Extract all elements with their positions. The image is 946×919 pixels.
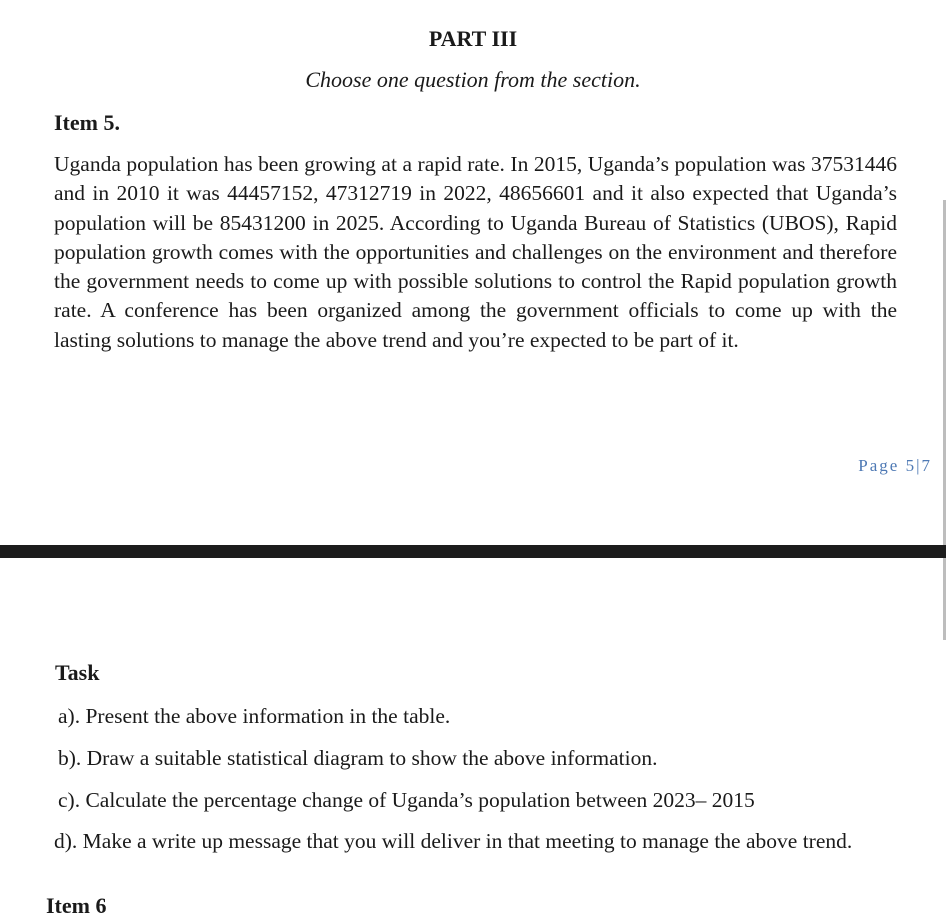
task-item-c: c). Calculate the percentage change of Uganda’s population between 2023– 2015 (58, 788, 755, 812)
task-item-b: b). Draw a suitable statistical diagram to show the above information. (58, 746, 658, 770)
item-body-paragraph: Uganda population has been growing at a rapid rate. In 2015, Uganda’s population was 37531446 and in 2010 it was 44457152, 47312719 in 2022, 48656601 and it also expected that Uganda’s population will be 85431200 in 2025. According to Uganda Bureau of Statistics (UBOS), Rapid population growth comes with the opportunities and challenges on the environment and therefore the government needs to come up with possible solutions to control the Rapid population growth rate. A conference has been organized among the government officials to come up with the lasting solutions to manage the above trend and you’re expected to be part of it. (54, 152, 897, 352)
part-title: PART III (428, 26, 518, 51)
page-number: Page 5|7 (858, 456, 932, 475)
task-heading: Task (55, 660, 100, 685)
page-break-divider (0, 545, 946, 558)
section-instruction: Choose one question from the section. (305, 67, 641, 92)
next-item-heading-cut: Item 6 (46, 893, 107, 918)
item-heading: Item 5. (54, 110, 120, 135)
task-item-a: a). Present the above information in the table. (58, 704, 451, 728)
task-item-d: d). Make a write up message that you will deliver in that meeting to manage the above trend. (54, 829, 853, 853)
